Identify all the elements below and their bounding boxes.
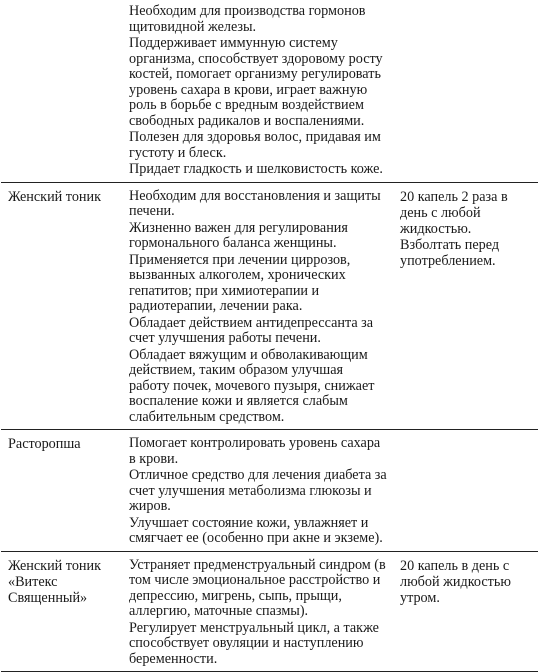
effect-paragraph: Полезен для здоровья волос, придавая им густоту и блеск. [129, 129, 381, 161]
remedy-dosage: 20 капель 2 раза в день с любой жидкостью. Взболтать перед употреблением. [393, 182, 538, 430]
effect-paragraph: Обладает вяжущим и обволакивающим действием, таким образом улучшая работу почек, мочевого пузыря, снижает воспаление кожи и является слабым слабительным средством. [129, 346, 375, 425]
effect-paragraph: Жизненно важен для регулирования гормонального баланса женщины. [129, 219, 348, 251]
effect-paragraph: Поддерживает иммунную систему организма, способствует здоровому росту костей, помогает организму регулировать уровень сахара в крови, играет важную роль в борьбе с вредным воздействием свободных радикалов и воспалениями. [129, 35, 383, 129]
remedy-name: Женский тоник [1, 182, 122, 430]
remedy-effects [122, 430, 393, 552]
remedy-effects [122, 182, 393, 430]
table-row [1, 0, 538, 182]
remedy-effects [122, 0, 393, 182]
remedy-name: Женский тоник «Витекс Священный» [1, 551, 122, 672]
effect-paragraph: Необходим для производства гормонов щитовидной железы. [129, 3, 366, 35]
remedy-effects [122, 551, 393, 672]
remedy-dosage [393, 0, 538, 182]
herbal-remedies-table [1, 0, 538, 672]
effect-paragraph: Улучшает состояние кожи, увлажняет и смягчает ее (особенно при акне и экземе). [129, 514, 383, 546]
table-body [1, 0, 538, 672]
effect-paragraph: Применяется при лечении циррозов, вызванных алкоголем, хронических гепатитов; при химиотерапии и радиотерапии, лечении рака. [129, 251, 351, 314]
remedy-dosage: 20 капель в день с любой жидкостью утром. [393, 551, 538, 672]
table-row [1, 182, 538, 430]
table-row [1, 430, 538, 552]
effect-paragraph: Обладает действием антидепрессанта за счет улучшения работы печени. [129, 314, 374, 346]
effect-paragraph: Отличное средство для лечения диабета за счет улучшения метаболизма глюкозы и жиров. [129, 467, 387, 514]
remedy-name [1, 0, 122, 182]
effect-paragraph: Устраняет предменструальный синдром (в том числе эмоциональное расстройство и депрессию, мигрень, сыпь, прыщи, аллергию, маточные спазмы). [129, 556, 386, 619]
effect-paragraph: Помогает контролировать уровень сахара в крови. [129, 435, 381, 467]
effect-paragraph: Необходим для восстановления и защиты печени. [129, 187, 381, 219]
remedy-dosage [393, 430, 538, 552]
effect-paragraph: Регулирует менструальный цикл, а также способствует овуляции и наступлению беременности. [129, 619, 379, 667]
effect-paragraph: Придает гладкость и шелковистость коже. [129, 161, 383, 177]
table-row [1, 551, 538, 672]
remedy-name: Расторопша [1, 430, 122, 552]
